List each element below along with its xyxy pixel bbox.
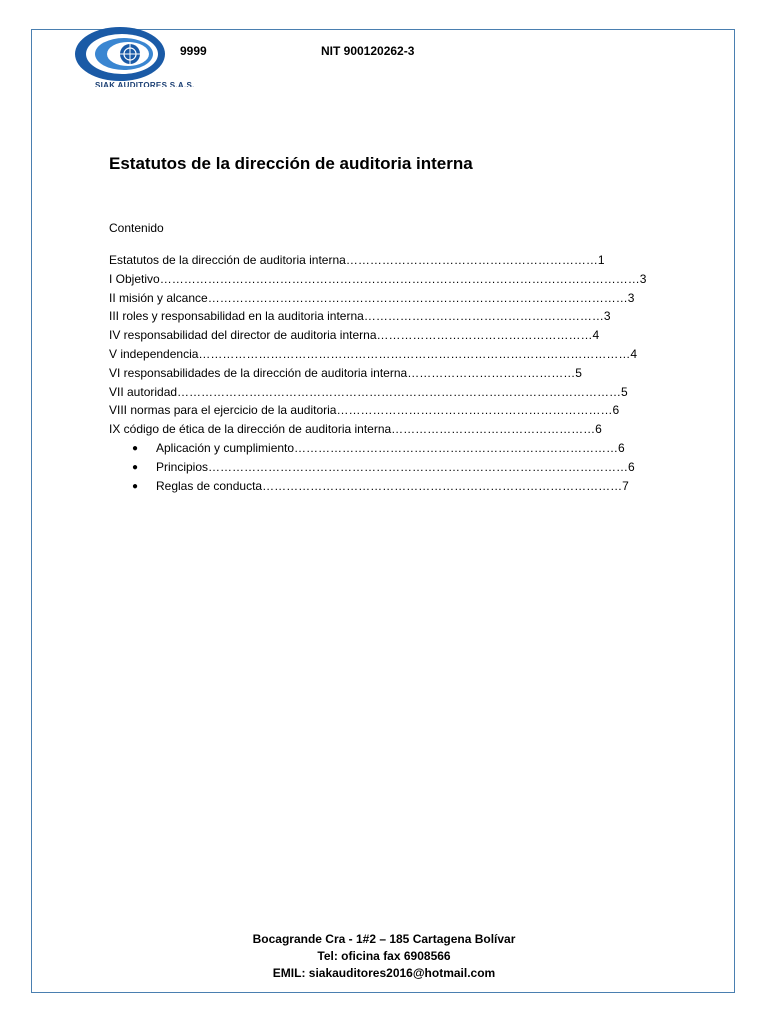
toc-entry-text: Aplicación y cumplimiento………………………………………………………………………6 — [156, 441, 625, 455]
document-title: Estatutos de la dirección de auditoria interna — [109, 154, 473, 173]
toc-entry[interactable] — [109, 365, 582, 382]
bullet-icon: ● — [132, 461, 139, 473]
footer-address: Bocagrande Cra - 1#2 – 185 Cartagena Bolívar — [252, 932, 516, 946]
toc-entry-text: Reglas de conducta………………………………………………………………………………7 — [156, 478, 629, 493]
toc-entry-text: II misión y alcance……………………………………………………………………………………………3 — [109, 290, 635, 305]
contents-label: Contenido — [109, 221, 164, 235]
footer-phone: Tel: oficina fax 6908566 — [317, 949, 451, 963]
footer-email: EMIL: siakauditores2016@hotmail.com — [272, 966, 496, 980]
bullet-icon: ● — [132, 443, 139, 454]
toc-subentry[interactable] — [132, 478, 629, 495]
toc-entry-text: VIII normas para el ejercicio de la auditoria……………………………………………………………6 — [109, 403, 620, 418]
toc-entry[interactable] — [109, 327, 599, 344]
bullet-icon: ● — [132, 480, 139, 492]
logo-caption: SIAK AUDITORES S.A.S. — [95, 81, 195, 87]
toc-entry[interactable] — [109, 384, 628, 401]
header-nit: NIT 900120262-3 — [321, 44, 415, 58]
toc-entry[interactable] — [109, 252, 605, 269]
toc-entry-text: III roles y responsabilidad en la auditoria interna……………………………………………………3 — [109, 309, 611, 324]
toc-entry[interactable] — [109, 421, 602, 438]
toc-entry-text: VII autoridad…………………………………………………………………………………………………5 — [109, 384, 628, 399]
toc-subentry[interactable] — [132, 440, 625, 457]
toc-entry[interactable] — [109, 308, 611, 325]
toc-entry-text: I Objetivo…………………………………………………………………………………………………………3 — [109, 271, 647, 286]
toc-entry[interactable] — [109, 402, 619, 419]
toc-entry-text: Principios……………………………………………………………………………………………6 — [156, 459, 635, 474]
company-logo — [74, 26, 166, 82]
toc-entry[interactable] — [109, 290, 634, 307]
toc-entry-text: VI responsabilidades de la dirección de auditoria interna……………………………………5 — [109, 365, 582, 380]
toc-entry-text: Estatutos de la dirección de auditoria interna………………………………………………………1 — [109, 253, 605, 267]
toc-entry-text: IX código de ética de la dirección de auditoria interna……………………………………………6 — [109, 422, 602, 437]
header-number: 9999 — [180, 44, 207, 58]
toc-subentry[interactable] — [132, 459, 635, 476]
toc-entry-text: V independencia………………………………………………………………………………………………4 — [109, 347, 638, 361]
toc-entry[interactable] — [109, 271, 646, 288]
toc-entry-text: IV responsabilidad del director de auditoria interna………………………………………………4 — [109, 328, 600, 343]
toc-entry[interactable] — [109, 346, 637, 363]
